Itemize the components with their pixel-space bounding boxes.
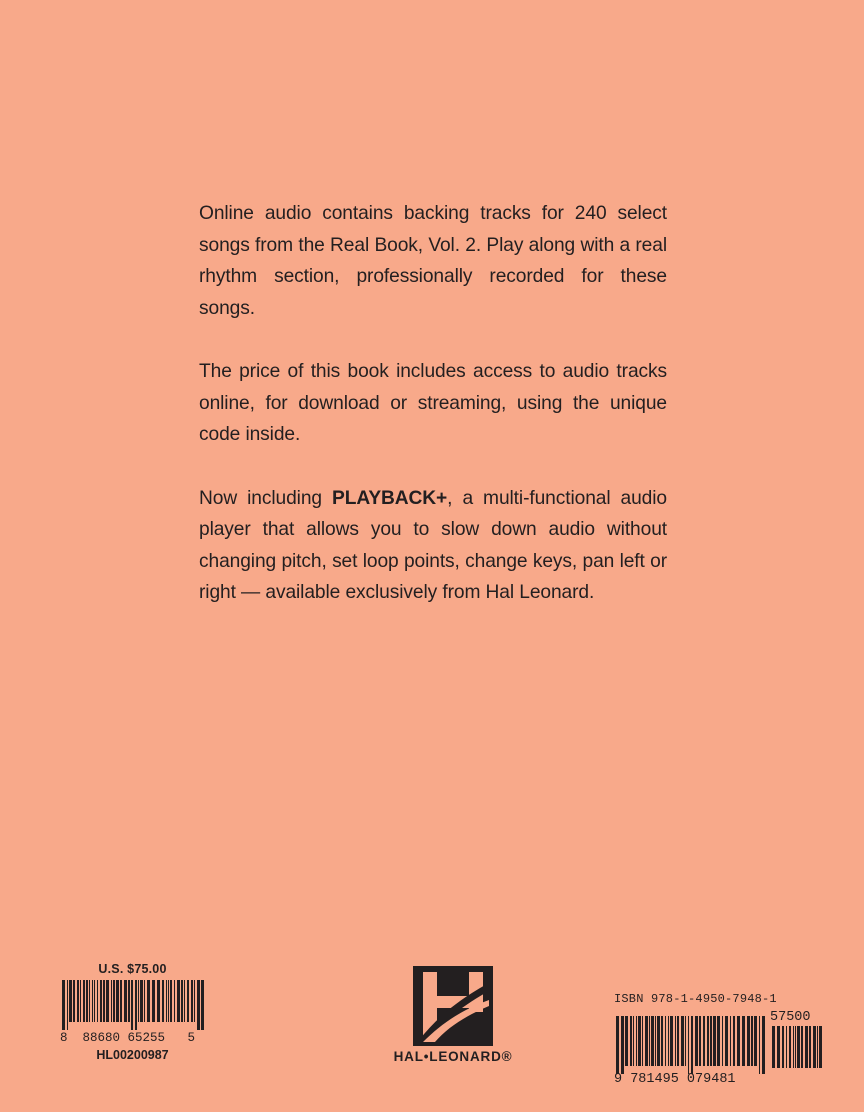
upc-barcode-block	[60, 962, 205, 1062]
barcode-bar	[89, 980, 90, 1022]
barcode-bar	[181, 980, 183, 1022]
barcode-bar	[166, 980, 167, 1022]
barcode-bar	[92, 980, 93, 1022]
barcode-bar	[633, 1016, 634, 1066]
barcode-bar	[187, 980, 189, 1022]
cover-blurb	[199, 198, 667, 641]
barcode-bar	[140, 980, 143, 1022]
barcode-bar	[67, 980, 68, 1030]
barcode-bar	[722, 1016, 723, 1066]
barcode-bar	[805, 1026, 808, 1068]
barcode-bar	[106, 980, 109, 1022]
isbn-number: ISBN 978-1-4950-7948-1	[614, 992, 777, 1006]
barcode-bar	[747, 1016, 750, 1066]
blurb-paragraph-3	[199, 483, 667, 609]
barcode-bar	[813, 1026, 816, 1068]
barcode-bar	[94, 980, 95, 1022]
barcode-bar	[625, 1016, 628, 1066]
isbn-addon-barcode	[770, 1026, 826, 1076]
barcode-bar	[144, 980, 145, 1022]
barcode-bar	[665, 1016, 666, 1066]
blurb-p3-rest: , a multi-functional audio player that allows you to slow down audio without changing pitch, set loop points, change keys, pan left or right — available exclusively from Hal Leonard.	[199, 487, 667, 603]
barcode-bar	[645, 1016, 648, 1066]
hl-product-code: HL00200987	[96, 1048, 169, 1062]
barcode-bar	[789, 1026, 791, 1068]
isbn-barcode	[614, 1016, 766, 1074]
barcode-bar	[703, 1016, 705, 1066]
us-price: U.S. $75.00	[98, 962, 167, 976]
barcode-bar	[699, 1016, 701, 1066]
barcode-bar	[710, 1016, 712, 1066]
barcode-bar	[759, 1016, 760, 1074]
barcode-bar	[707, 1016, 709, 1066]
barcode-bar	[201, 980, 204, 1030]
barcode-bar	[782, 1026, 784, 1068]
barcode-bar	[655, 1016, 656, 1066]
blurb-p3-intro: Now including	[199, 487, 333, 509]
barcode-bar	[162, 980, 164, 1022]
barcode-bar	[797, 1026, 800, 1068]
barcode-bar	[670, 1016, 673, 1066]
barcode-bar	[817, 1026, 818, 1068]
barcode-bar	[801, 1026, 803, 1068]
barcode-bar	[621, 1016, 624, 1074]
barcode-bar	[636, 1016, 637, 1066]
barcode-bar	[675, 1016, 676, 1066]
barcode-bar	[177, 980, 180, 1022]
barcode-bar	[138, 980, 139, 1022]
barcode-bar	[730, 1016, 731, 1066]
barcode-bar	[69, 980, 72, 1022]
barcode-bar	[120, 980, 122, 1022]
barcode-bar	[100, 980, 102, 1022]
barcode-bar	[713, 1016, 716, 1066]
barcode-bar	[819, 1026, 822, 1068]
barcode-bar	[103, 980, 105, 1022]
barcode-bar	[685, 1016, 686, 1066]
upc-barcode	[60, 980, 205, 1030]
barcode-bar	[124, 980, 127, 1022]
publisher-logo	[386, 966, 520, 1064]
barcode-bar	[170, 980, 172, 1022]
playback-plus-label: PLAYBACK+	[332, 487, 448, 509]
barcode-bar	[681, 1016, 684, 1066]
blurb-paragraph-1: Online audio contains backing tracks for 240 select songs from the Real Book, Vol. 2. Play along with a real rhythm section, professionally recorded for these songs.	[199, 203, 667, 319]
barcode-bar	[77, 980, 79, 1022]
barcode-bar	[677, 1016, 679, 1066]
barcode-bar	[157, 980, 160, 1022]
barcode-bar	[793, 1026, 794, 1068]
barcode-bar	[152, 980, 155, 1022]
barcode-bar	[642, 1016, 643, 1066]
barcode-bar	[742, 1016, 745, 1066]
barcode-bar	[111, 980, 112, 1022]
barcode-bar	[717, 1016, 720, 1066]
barcode-bar	[688, 1016, 689, 1074]
barcode-bar	[795, 1026, 796, 1068]
barcode-bar	[649, 1016, 650, 1066]
barcode-bar	[616, 1016, 619, 1074]
barcode-bar	[777, 1026, 780, 1068]
barcode-bar	[197, 980, 200, 1030]
barcode-bar	[638, 1016, 641, 1066]
barcode-bar	[135, 980, 137, 1030]
barcode-bar	[184, 980, 185, 1022]
barcode-bar	[809, 1026, 811, 1068]
barcode-bar	[191, 980, 193, 1022]
barcode-bar	[630, 1016, 632, 1066]
publisher-name: HAL•LEONARD®	[393, 1049, 513, 1064]
barcode-bar	[668, 1016, 669, 1066]
barcode-bar	[62, 980, 65, 1030]
barcode-bar	[116, 980, 119, 1022]
isbn-barcode-block	[614, 992, 824, 1092]
barcode-bar	[113, 980, 115, 1022]
isbn-digits: 9 781495 079481	[614, 1072, 736, 1087]
barcode-bar	[168, 980, 169, 1022]
barcode-bar	[131, 980, 133, 1030]
barcode-bar	[657, 1016, 660, 1066]
barcode-bar	[128, 980, 130, 1022]
barcode-bar	[691, 1016, 693, 1074]
barcode-bar	[762, 1016, 765, 1074]
blurb-paragraph-2: The price of this book includes access to audio tracks online, for download or streaming, using the unique code inside.	[199, 361, 667, 445]
barcode-bar	[194, 980, 195, 1022]
barcode-bar	[737, 1016, 740, 1066]
isbn-price-code: 57500	[770, 1010, 811, 1025]
hal-leonard-logo-icon	[413, 966, 493, 1046]
upc-digits: 8 88680 65255 5	[60, 1031, 196, 1045]
barcode-bar	[174, 980, 175, 1022]
barcode-bar	[147, 980, 150, 1022]
barcode-bar	[86, 980, 88, 1022]
barcode-bar	[751, 1016, 753, 1066]
barcode-bar	[772, 1026, 775, 1068]
barcode-bar	[651, 1016, 654, 1066]
barcode-bar	[80, 980, 81, 1022]
barcode-bar	[73, 980, 75, 1022]
barcode-bar	[786, 1026, 787, 1068]
barcode-bar	[733, 1016, 735, 1066]
barcode-bar	[695, 1016, 698, 1066]
barcode-bar	[83, 980, 85, 1022]
barcode-bar	[754, 1016, 757, 1066]
barcode-bar	[97, 980, 98, 1022]
barcode-bar	[725, 1016, 728, 1066]
barcode-bar	[661, 1016, 663, 1066]
